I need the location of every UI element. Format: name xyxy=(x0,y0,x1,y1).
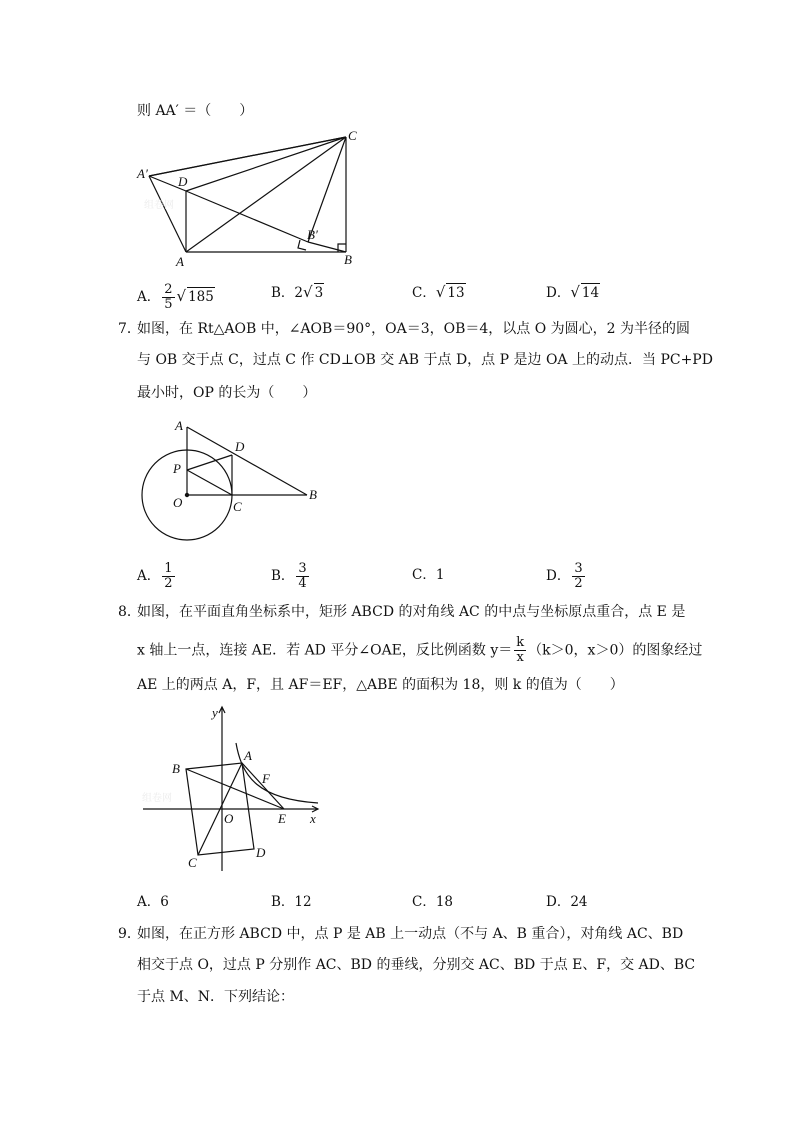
option-letter: A． xyxy=(137,289,161,305)
denominator: 4 xyxy=(298,576,307,591)
radical-sign: √ xyxy=(570,283,580,301)
fraction xyxy=(162,283,174,312)
q7-figure xyxy=(135,415,335,545)
watermark: 组卷网 xyxy=(142,793,172,804)
q8-label-A: A xyxy=(244,748,252,763)
q9-line-1: 如图，在正方形 ABCD 中，点 P 是 AB 上一动点（不与 A、B 重合），对角线 AC、BD xyxy=(137,926,684,942)
q8-number: 8． xyxy=(118,604,141,620)
q6-option-c[interactable] xyxy=(412,283,466,302)
q6-label-Bprime: B′ xyxy=(307,227,318,242)
q8-line-2-end: （k＞0，x＞0）的图象经过 xyxy=(528,642,703,659)
q6-label-B: B xyxy=(344,252,352,267)
q7-line-1: 如图，在 Rt△AOB 中，∠AOB＝90°，OA＝3，OB＝4，以点 O 为圆心，2 为半径的圆 xyxy=(137,321,691,337)
q8-label-x: x xyxy=(310,811,316,826)
q8-line-2-start: x 轴上一点，连接 AE．若 AD 平分∠OAE，反比例函数 y＝ xyxy=(137,642,513,659)
q8-option-c[interactable]: C．18 xyxy=(412,894,454,910)
radical-sign: √ xyxy=(176,287,187,305)
q8-label-D: D xyxy=(256,845,266,860)
coefficient: 2 xyxy=(294,285,304,301)
q8-label-E: E xyxy=(278,811,286,826)
q6-label-D: D xyxy=(178,174,188,189)
q7-label-P: P xyxy=(173,461,181,476)
option-letter: B． xyxy=(271,285,295,301)
q8-line-2 xyxy=(137,636,702,665)
radicand: 3 xyxy=(314,285,324,301)
q6-label-C: C xyxy=(348,128,357,143)
fraction xyxy=(162,562,174,591)
radicand: 13 xyxy=(447,285,465,301)
numerator: 3 xyxy=(298,561,307,576)
q7-label-C: C xyxy=(233,499,242,514)
q6-option-b[interactable] xyxy=(271,283,324,302)
q7-line-3: 最小时，OP 的长为（ ） xyxy=(137,385,317,401)
q8-option-a[interactable]: A．6 xyxy=(137,894,169,910)
q9-number: 9． xyxy=(118,926,141,942)
option-letter: C． xyxy=(412,567,436,583)
option-value: 1 xyxy=(435,567,445,583)
q8-label-y: y xyxy=(212,705,218,720)
q9-line-2: 相交于点 O，过点 P 分别作 AC、BD 的垂线，分别交 AC、BD 于点 E、F，交 AD、BC xyxy=(137,957,696,973)
radicand: 185 xyxy=(188,289,214,305)
q6-label-Aprime: A′ xyxy=(137,166,148,181)
option-letter: C． xyxy=(412,285,436,301)
q7-label-D: D xyxy=(235,439,245,454)
q7-option-d[interactable] xyxy=(546,562,587,591)
q7-label-A: A xyxy=(175,418,183,433)
q8-label-B: B xyxy=(172,761,180,776)
q7-line-2: 与 OB 交于点 C，过点 C 作 CD⊥OB 交 AB 于点 D，点 P 是边 OA 上的动点．当 PC+PD xyxy=(137,352,713,368)
q8-label-C: C xyxy=(188,855,197,870)
q7-number: 7． xyxy=(118,321,141,337)
denominator: 5 xyxy=(164,297,173,312)
option-letter: B． xyxy=(271,568,295,584)
numerator: 1 xyxy=(164,561,173,576)
q8-line-3: AE 上的两点 A，F，且 AF＝EF，△ABE 的面积为 18，则 k 的值为（ ） xyxy=(137,677,624,693)
option-letter: D． xyxy=(546,285,571,301)
q6-option-d[interactable] xyxy=(546,283,600,302)
option-letter: A． xyxy=(137,568,161,584)
option-letter: D． xyxy=(546,568,571,584)
watermark: 组卷网 xyxy=(144,200,174,211)
q7-option-b[interactable] xyxy=(271,562,311,591)
q8-line-1: 如图，在平面直角坐标系中，矩形 ABCD 的对角线 AC 的中点与坐标原点重合，点 E 是 xyxy=(137,604,686,620)
fraction xyxy=(296,562,308,591)
q8-figure xyxy=(138,703,338,873)
q7-option-c[interactable] xyxy=(412,566,444,584)
q7-label-O: O xyxy=(173,495,183,510)
q6-figure xyxy=(130,128,370,270)
q8-label-F: F xyxy=(262,771,270,786)
q6-label-A: A xyxy=(176,254,184,269)
fraction-k-over-x xyxy=(514,636,526,665)
numerator: 3 xyxy=(574,561,583,576)
denominator: 2 xyxy=(574,576,583,591)
numerator: k xyxy=(516,635,525,650)
denominator: 2 xyxy=(164,576,173,591)
q8-option-d[interactable]: D．24 xyxy=(546,894,588,910)
q9-line-3: 于点 M、N．下列结论： xyxy=(137,989,295,1005)
radical-sign: √ xyxy=(303,283,313,301)
numerator: 2 xyxy=(164,282,173,297)
q6-option-a[interactable] xyxy=(137,283,215,312)
radical-sign: √ xyxy=(435,283,446,301)
denominator: x xyxy=(516,650,524,665)
q7-label-B: B xyxy=(309,487,317,502)
q8-option-b[interactable]: B．12 xyxy=(271,894,312,910)
q7-option-a[interactable] xyxy=(137,562,177,591)
radicand: 14 xyxy=(581,285,600,301)
q8-label-O: O xyxy=(224,811,234,826)
fraction xyxy=(572,562,584,591)
q6-stem-tail: 则 AA′ ＝（ ） xyxy=(137,103,254,119)
